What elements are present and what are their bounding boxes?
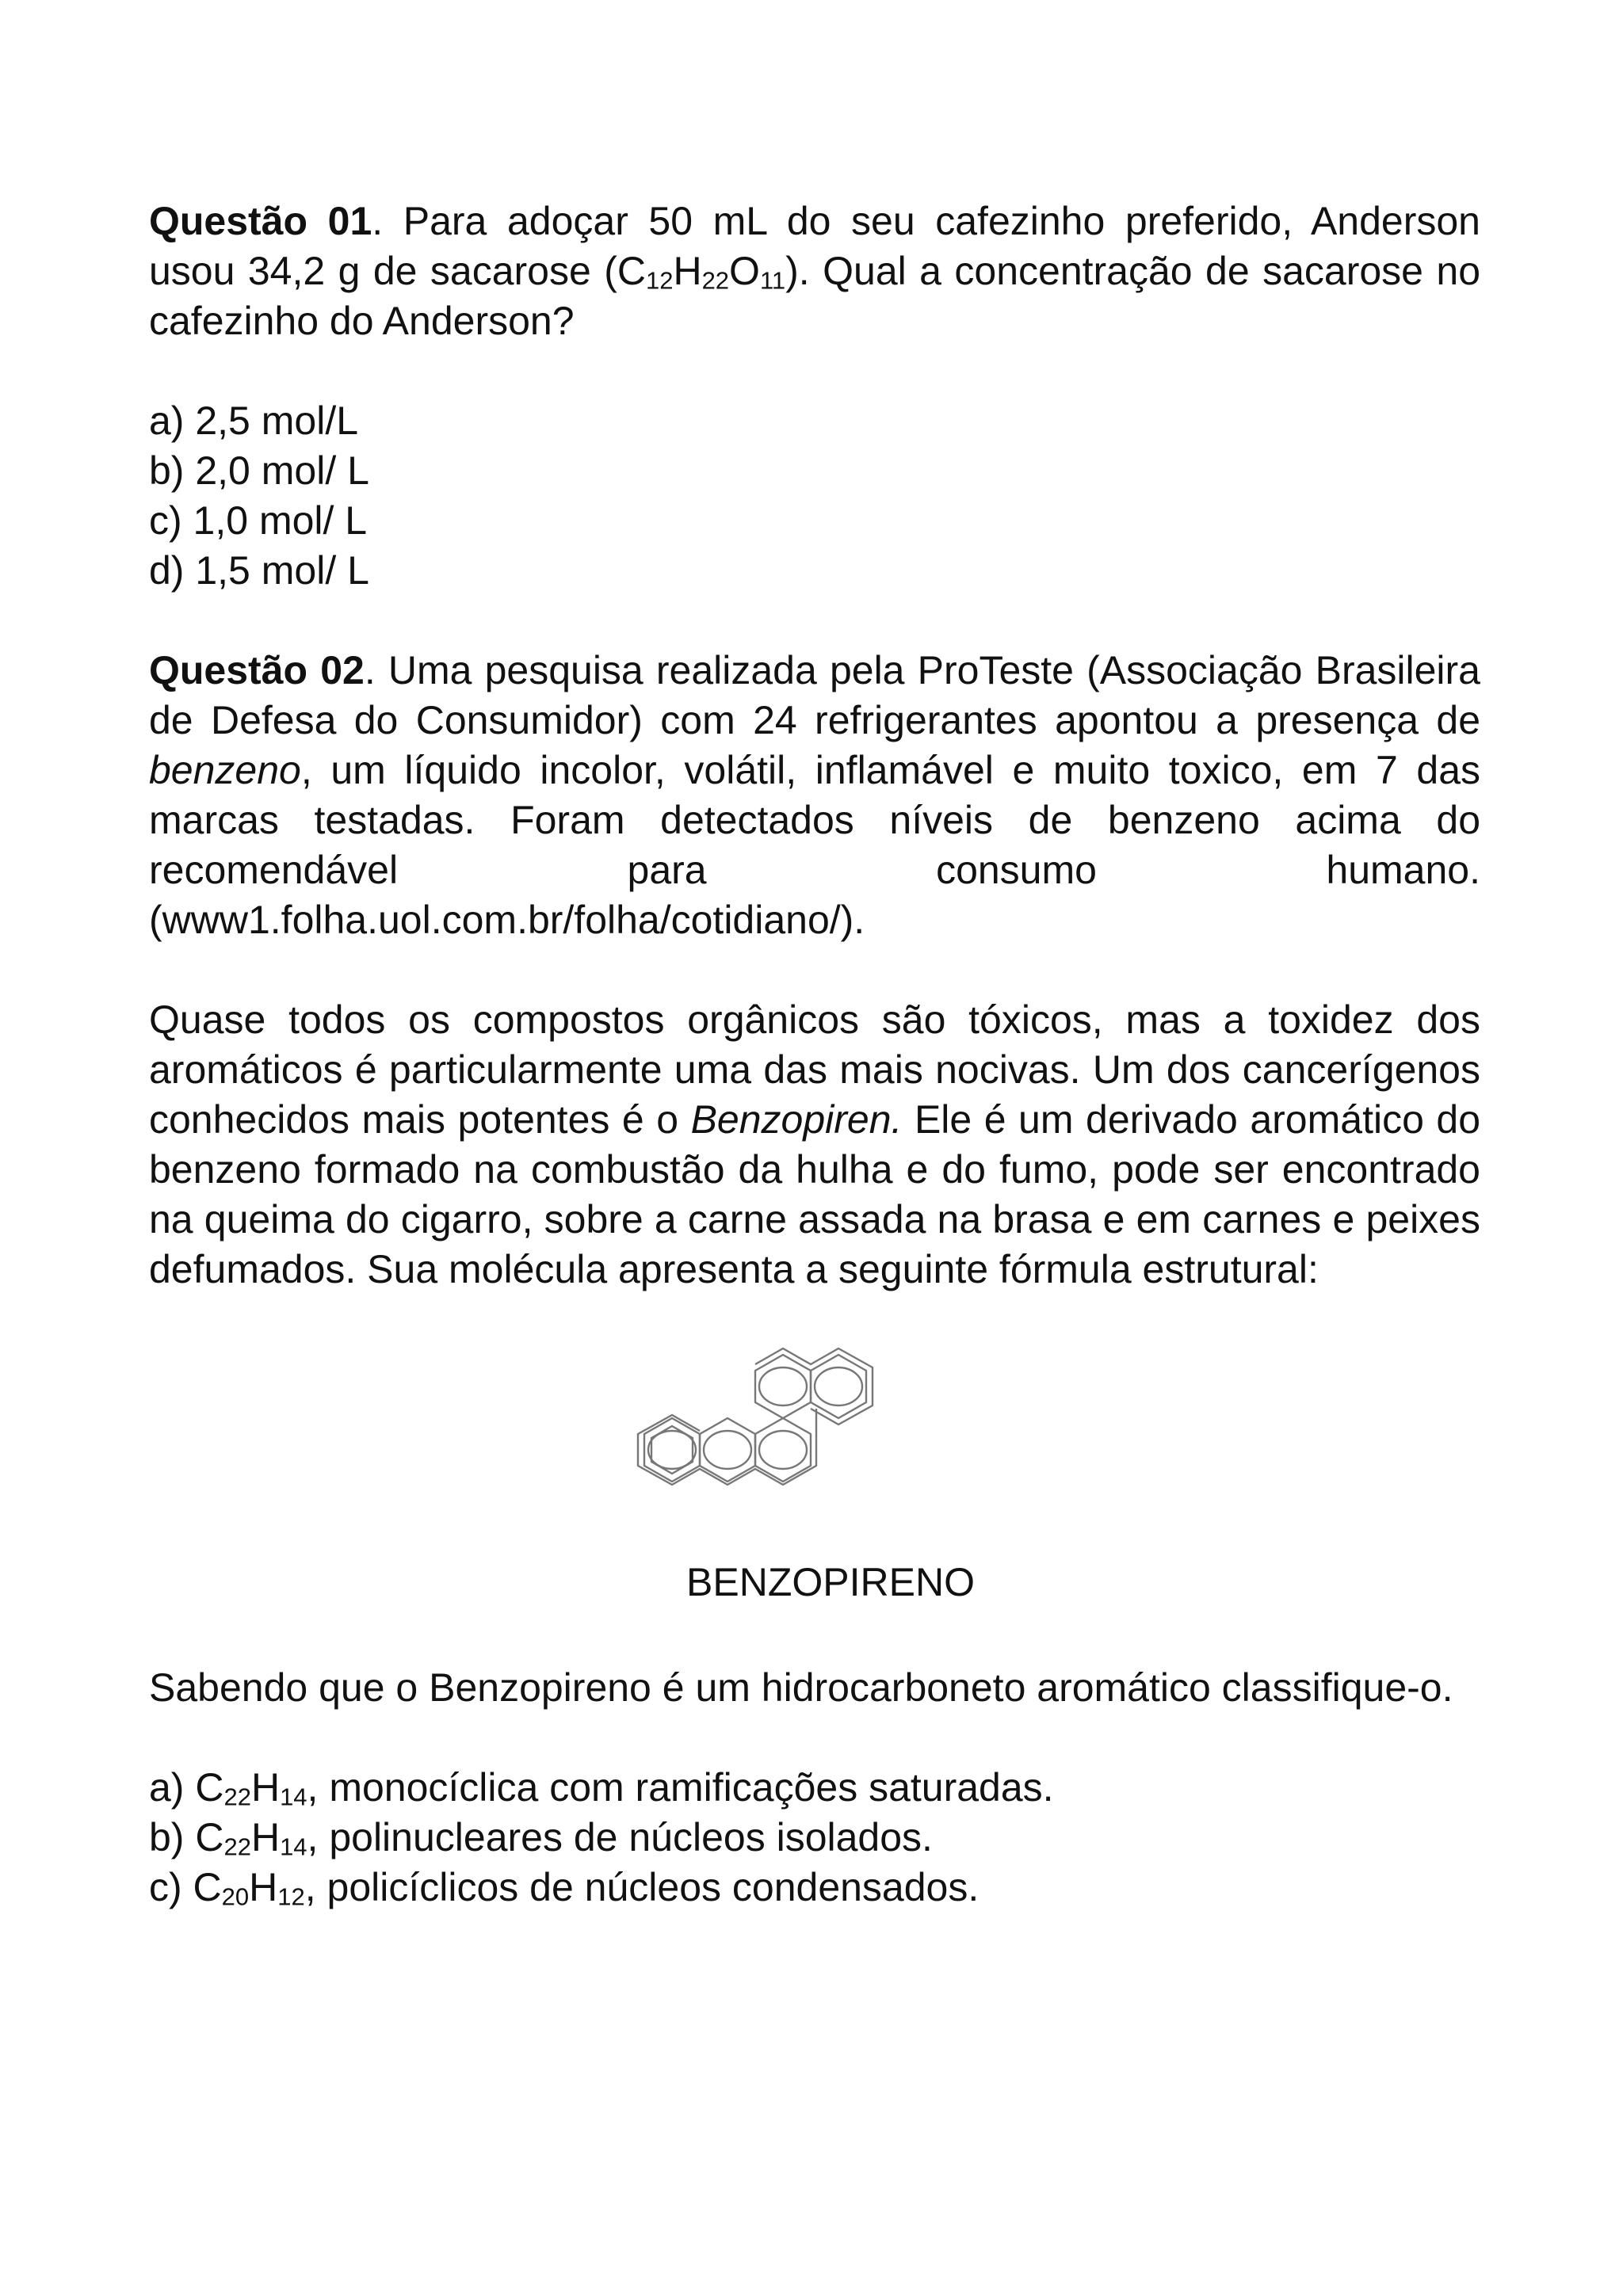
benzopyrene-structure-figure [149,1317,1480,1531]
question-2-option-b: b) $C_{22}H_{14}$, polinucleares de núcleos isolados. [149,1815,933,1861]
question-1-option-c: c) 1,0 mol/ L [149,498,368,543]
question-2-option-a: a) $C_{22}H_{14}$, monocíclica com ramificações saturadas. [149,1765,1054,1811]
question-2-option-c: c) $C_{20}H_{12}$, policíclicos de núcleos condensados. [149,1865,980,1911]
ring-1 [644,1418,700,1482]
document-page [149,196,1480,1913]
question-2-label: Questão 02 [149,648,365,692]
ring-5 [811,1355,866,1418]
question-1-text: Questão 01. Para adoçar 50 mL do seu cafezinho preferido, Anderson usou 34,2 g de sacarose $(C_{12}H_{22}O_{11})$. Qual a concentração de sacarose no cafezinho do Anderson? [149,199,1481,343]
figure-caption: BENZOPIRENO [686,1560,975,1604]
question-1-option-a: a) 2,5 mol/L [149,399,359,443]
question-1-option-d: d) 1,5 mol/ L [149,548,369,593]
question-2-prompt: Sabendo que o Benzopireno é um hidrocarboneto aromático classifique-o. [149,1665,1453,1710]
benzopyrene-structure-diagram [609,1317,1021,1531]
question-1-option-b: b) 2,0 mol/ L [149,448,369,493]
ring-3 [755,1418,811,1482]
question-2-options [149,1763,1480,1913]
ring-2 [700,1418,755,1482]
question-1-options [149,396,1480,596]
question-1-label: Questão 01 [149,199,372,243]
ring-4 [755,1355,811,1418]
question-2-context: Quase todos os compostos orgânicos são tóxicos, mas a toxidez dos aromáticos é particularmente uma das mais nocivas. Um dos cancerígenos conhecidos mais potentes é o Benzopiren. Ele é um derivado aromático do benzeno formado na combustão da hulha e do fumo, pode ser encontrado na queima do cigarro, sobre a carne assada na brasa e em carnes e peixes defumados. Sua molécula apresenta a seguinte fórmula estrutural: [149,997,1481,1291]
question-2-intro: Questão 02. Uma pesquisa realizada pela ProTeste (Associação Brasileira de Defesa do Consumidor) com 24 refrigerantes apontou a presença de benzeno, um líquido incolor, volátil, inflamável e muito toxico, em 7 das marcas testadas. Foram detectados níveis de benzeno acima do recomendável para consumo humano. (www1.folha.uol.com.br/folha/cotidiano/). [149,648,1480,942]
